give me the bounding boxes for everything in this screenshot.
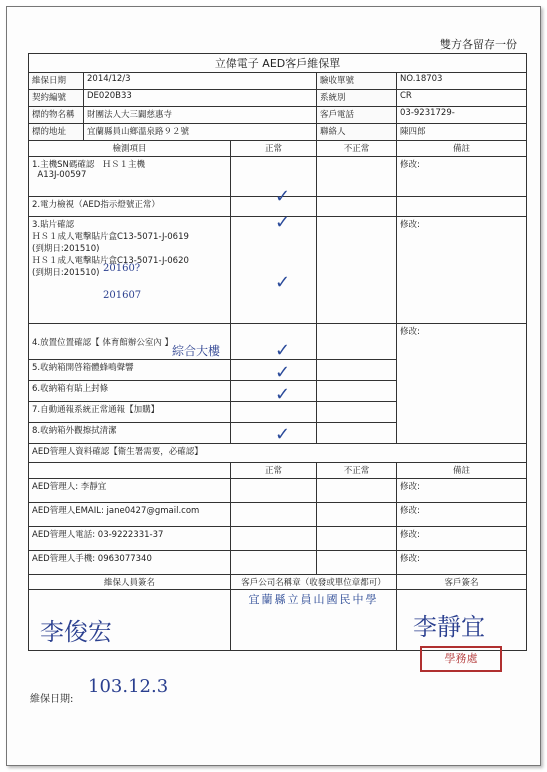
check-mark-1: ✓ (275, 186, 291, 207)
aed-admin-name: AED管理人: 李靜宜 (29, 479, 231, 503)
maint-date-label: 維保日期 (29, 73, 84, 90)
aed-admin-email: AED管理人EMAIL: jane0427@gmail.com (29, 503, 231, 527)
customer-signature: 李靜宜 (413, 613, 485, 641)
customer-sign-label: 客戶簽名 (397, 575, 527, 590)
remark-3: 修改: (397, 217, 527, 324)
system-value: CR (397, 90, 527, 107)
col-remark: 備註 (397, 141, 527, 157)
target-value: 財團法人大三闢慈惠寺 (84, 107, 317, 124)
check-item-2: 2.電力檢視（AED指示燈號正常） (29, 197, 231, 217)
staff-signature: 李俊宏 (40, 618, 112, 646)
check-item-8: 8.收納箱外觀擦拭清潔 (29, 423, 231, 444)
contact-value: 陳四郎 (397, 124, 527, 141)
check-item-1: 1.主機SN碼確認 ＨＳ１主機 A13J-00597 (29, 157, 231, 197)
phone-label: 客戶電話 (317, 107, 397, 124)
remark-1: 修改: (397, 157, 527, 197)
phone-value: 03-9231729- (397, 107, 527, 124)
receipt-value: NO.18703 (397, 73, 527, 90)
check-mark-6: ✓ (275, 384, 291, 405)
check-item-7: 7.自動通報系統正常通報【加購】 (29, 402, 231, 423)
handwritten-location: 綜合大樓 (172, 344, 221, 358)
copy-note: 雙方各留存一份 (440, 38, 517, 51)
handwritten-date-2: 201607 (103, 290, 142, 301)
receipt-label: 驗收單號 (317, 73, 397, 90)
handwritten-maint-date: 103.12.3 (88, 676, 169, 697)
check-item-6: 6.收納箱有貼上封條 (29, 381, 231, 402)
aed-col-abnormal: 不正常 (317, 463, 397, 479)
footer-date-label: 維保日期: (30, 694, 74, 705)
contract-label: 契約編號 (29, 90, 84, 107)
check-item-3: 3.貼片確認 ＨＳ１成人電擊貼片盒C13-5071-J-0619 (到期日:201510) ＨＳ１成人電擊貼片盒C13-5071-J-0620 (到期日:201510) (29, 217, 231, 324)
col-item: 檢測項目 (29, 141, 231, 157)
aed-col-normal: 正常 (231, 463, 317, 479)
company-seal-box (231, 590, 397, 651)
address-value: 宜蘭縣員山鄉溫泉路９２號 (84, 124, 317, 141)
handwritten-date-1: 20160? (103, 263, 141, 274)
red-stamp: 學務處 (420, 646, 502, 672)
form-title: 立偉電子 AED客戶維保單 (29, 54, 527, 73)
maintenance-form: 立偉電子 AED客戶維保單 維保日期 2014/12/3 驗收單號 NO.18703 契約編號 DE020B33 系統別 CR 標的物名稱 財團法人大三闢慈惠寺 客戶電話 03-9231729- 標的地址 宜蘭縣員山鄉溫泉路９２號 聯絡人 陳四郎 檢測項目 正常 不正常 備註 1.主機SN碼確認 ＨＳ１主機 A13J-00597 修改: 2.電力檢視（AED指示燈號正常） 3.貼片確認 ＨＳ１成人電擊貼片盒C13-5071-J-0619 (到期日:201510) ＨＳ１成人電擊貼片盒C13-5071-J-0620 (到期日:201510) 修改: 4.放置位置確認【 体育館辦公室內 】 修改: 5.收納箱開啓箱體蜂鳴聲響 6.收納箱有貼上封條 7.自動通報系統正常通報【加購】 8.收納箱外觀擦拭清潔 AED管理人資料確認【衛生署需要，必確認】 正常 不正常 備註 AED管理人: 李靜宜 修改: AED管理人EMAIL: jane0427@gmail.com 修改: AED管理人電話: 03-9222331-37 修改: AED管理人手機: 0963077340 修改: 維保人員簽名 客戶公司名稱章（收發或單位章都可） 客戶簽名 宜蘭縣立員山國民中學 (28, 53, 527, 651)
aed-admin-section: AED管理人資料確認【衛生署需要，必確認】 (29, 444, 527, 463)
contact-label: 聯絡人 (317, 124, 397, 141)
contract-value: DE020B33 (84, 90, 317, 107)
maint-date: 2014/12/3 (84, 73, 317, 90)
target-label: 標的物名稱 (29, 107, 84, 124)
check-mark-2: ✓ (275, 212, 291, 233)
check-mark-8: ✓ (275, 424, 291, 445)
company-seal-label: 客戶公司名稱章（收發或單位章都可） (231, 575, 397, 590)
maint-staff-sign-label: 維保人員簽名 (29, 575, 231, 590)
check-item-4: 4.放置位置確認【 体育館辦公室內 】 (29, 324, 231, 360)
col-normal: 正常 (231, 141, 317, 157)
remark-4: 修改: (397, 324, 527, 444)
check-item-5: 5.收納箱開啓箱體蜂鳴聲響 (29, 360, 231, 381)
col-abnormal: 不正常 (317, 141, 397, 157)
aed-admin-mobile: AED管理人手機: 0963077340 (29, 551, 231, 575)
check-mark-3: ✓ (275, 272, 291, 293)
check-mark-5: ✓ (275, 362, 291, 383)
aed-admin-phone: AED管理人電話: 03-9222331-37 (29, 527, 231, 551)
system-label: 系統別 (317, 90, 397, 107)
aed-col-remark: 備註 (397, 463, 527, 479)
school-seal: 宜蘭縣立員山國民中學 (248, 593, 379, 606)
check-mark-4: ✓ (275, 340, 291, 361)
address-label: 標的地址 (29, 124, 84, 141)
